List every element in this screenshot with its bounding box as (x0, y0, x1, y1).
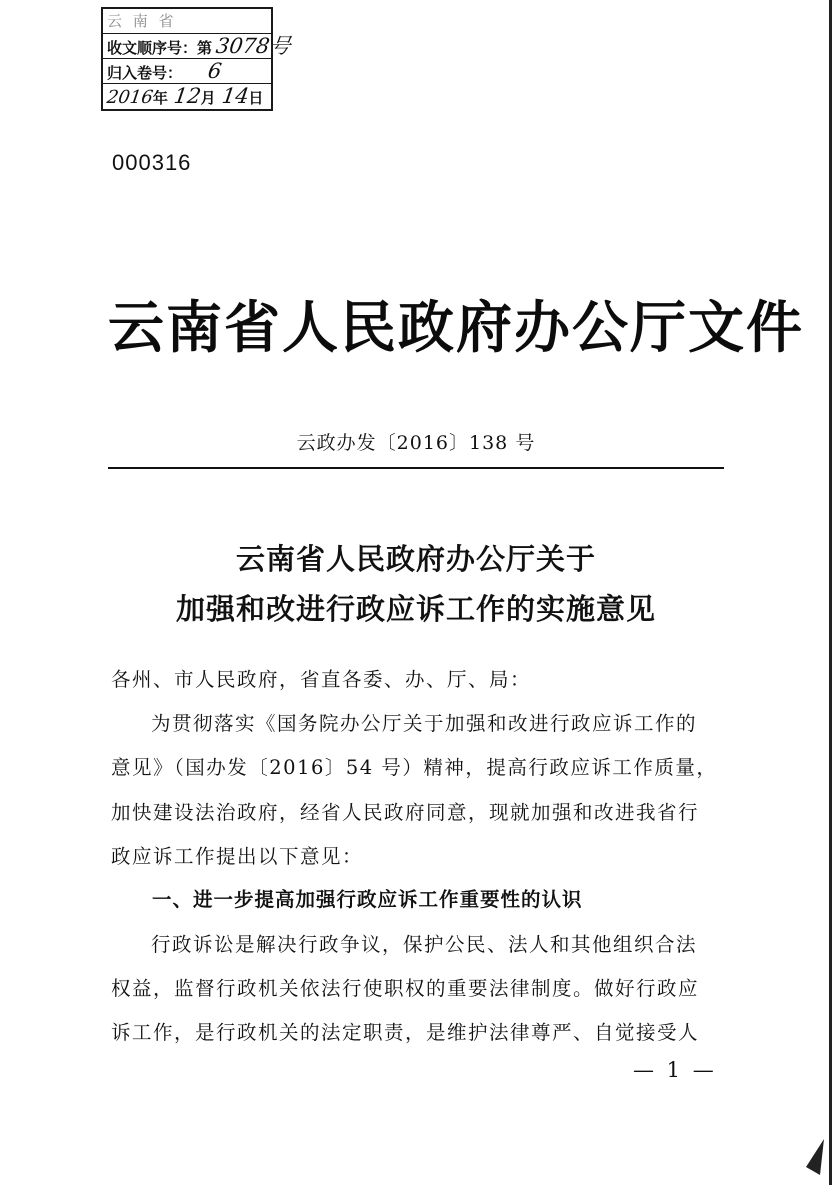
stamp-date-day: 14 (219, 84, 251, 108)
document-title-line-1: 云南省人民政府办公厅关于 (235, 542, 596, 576)
stamp-file-row (103, 59, 271, 84)
header-divider-line (108, 467, 724, 469)
section-1-line-3: 诉工作，是行政机关的法定职责，是维护法律尊严、自觉接受人 (111, 1021, 700, 1044)
stamp-file-value: 6 (206, 59, 224, 83)
stamp-org: 云 南 省 (103, 9, 271, 34)
body-line-3: 加快建设法治政府，经省人民政府同意，现就加强和改进我省行 (111, 801, 700, 824)
serial-number: 000316 (112, 150, 192, 175)
section-1-line-1: 行政诉讼是解决行政争议，保护公民、法人和其他组织合法 (151, 933, 698, 956)
stamp-receipt-label: 收文顺序号：第 (107, 39, 213, 57)
archive-stamp (101, 7, 293, 111)
stamp-date-month: 12 (172, 84, 203, 108)
stamp-date-month-suffix: 月 (200, 89, 216, 107)
section-1-heading: 一、进一步提高加强行政应诉工作重要性的认识 (152, 888, 583, 911)
document-header-title: 云南省人民政府办公厅文件 (108, 295, 804, 361)
stamp-date-day-suffix: 日 (248, 89, 264, 107)
stamp-date-year-suffix: 年 (152, 89, 168, 107)
page-number: — 1 — (633, 1058, 717, 1082)
document-number: 云政办发〔2016〕138 号 (296, 432, 536, 454)
body-line-1: 为贯彻落实《国务院办公厅关于加强和改进行政应诉工作的 (151, 712, 698, 735)
scan-corner-mark (800, 1137, 826, 1177)
section-1-line-2: 权益，监督行政机关依法行使职权的重要法律制度。做好行政应 (111, 977, 700, 1000)
stamp-file-label: 归入卷号： (107, 64, 183, 82)
document-title-line-2: 加强和改进行政应诉工作的实施意见 (175, 592, 656, 626)
body-line-2: 意见》（国办发〔2016〕54 号）精神，提高行政应诉工作质量， (111, 756, 718, 779)
stamp-date-year: 2016 (105, 87, 155, 108)
stamp-receipt-value: 3078号 (214, 34, 293, 58)
stamp-receipt-row (103, 34, 293, 59)
body-line-4: 政应诉工作提出以下意见： (111, 845, 364, 868)
addressee-line: 各州、市人民政府，省直各委、办、厅、局： (111, 668, 532, 691)
stamp-date-row (103, 84, 271, 109)
